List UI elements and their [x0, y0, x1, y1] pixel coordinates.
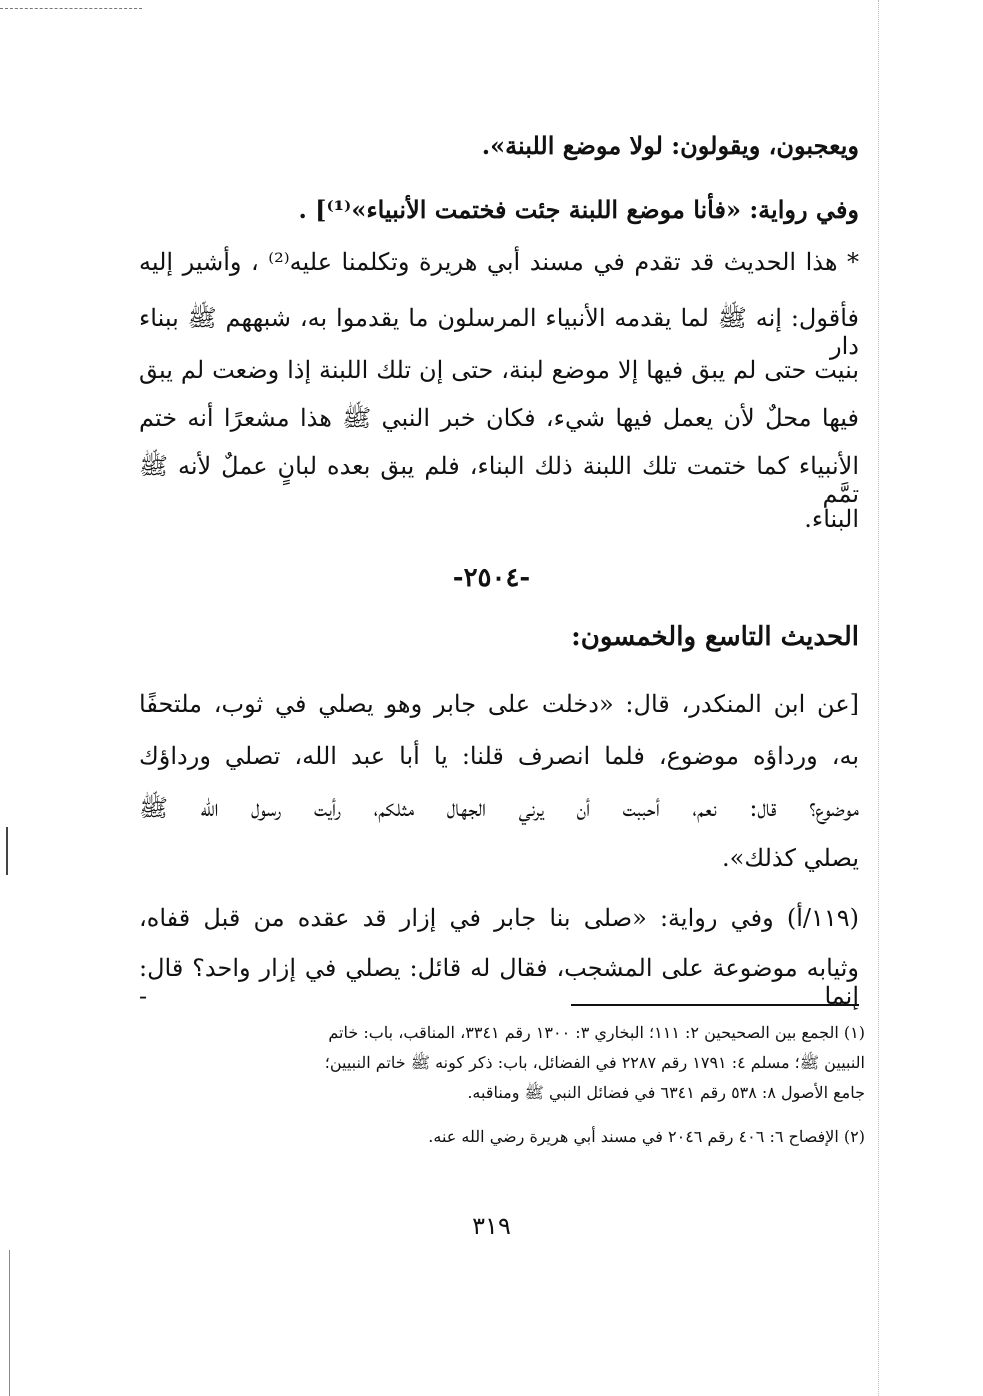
scan-artifact-mark	[9, 1250, 10, 1396]
margin-guide-line	[878, 0, 879, 1396]
scan-artifact-line	[0, 8, 142, 9]
hadith-number: -٢٥٠٤-	[452, 563, 531, 593]
commentary-line: * هذا الحديث قد تقدم في مسند أبي هريرة وتكلمنا عليه⁽²⁾ ، وأشير إليه	[139, 248, 860, 276]
scan-artifact-mark	[6, 827, 8, 875]
continuation-line: ويعجبون، ويقولون: لولا موضع اللبنة».	[481, 131, 859, 160]
footnote-line: جامع الأصول ٨: ٥٣٨ رقم ٦٣٤١ في فضائل النبي ﷺ ومناقبه.	[467, 1083, 865, 1102]
hadith-line: [عن ابن المنكدر، قال: «دخلت على جابر وهو يصلي في ثوب، ملتحفًا	[139, 690, 859, 718]
riwaya-line: وفي رواية: «فأنا موضع اللبنة جئت فختمت الأنبياء»⁽¹⁾] .	[298, 195, 859, 224]
footnote-line: (١) الجمع بين الصحيحين ٢: ١١١؛ البخاري ٣: ١٣٠٠ رقم ٣٣٤١، المناقب، باب: خاتم	[328, 1023, 865, 1042]
hadith-line: به، ورداؤه موضوع، فلما انصرف قلنا: يا أبا عبد الله، تصلي ورداؤك	[139, 742, 859, 770]
hadith-line: موضوع؟ قال: نعم، أحببت أن يرني الجهال مثلكم، رأيت رسول الله ﷺ	[139, 794, 859, 822]
commentary-line: فأقول: إنه ﷺ لما يقدمه الأنبياء المرسلون ما يقدموا به، شبههم ﷺ ببناء دار	[139, 304, 859, 360]
hadith-title: الحديث التاسع والخمسون:	[571, 622, 859, 652]
commentary-line: البناء.	[804, 505, 859, 533]
commentary-line: الأنبياء كما ختمت تلك اللبنة ذلك البناء، فلم يبق بعده لبانٍ عملٌ لأنه ﷺ تمَّم	[139, 452, 859, 508]
page-number: ٣١٩	[472, 1212, 511, 1240]
commentary-line: بنيت حتى لم يبق فيها إلا موضع لبنة، حتى إن تلك اللبنة إذا وضعت لم يبق	[139, 356, 860, 384]
commentary-line: فيها محلٌ لأن يعمل فيها شيء، فكان خبر النبي ﷺ هذا مشعرًا أنه ختم	[139, 404, 859, 432]
riwaya-line: وثيابه موضوعة على المشجب، فقال له قائل: يصلي في إزار واحد؟ قال: إنما -	[139, 954, 859, 1010]
footnote-line: (٢) الإفصاح ٦: ٤٠٦ رقم ٢٠٤٦ في مسند أبي هريرة رضي الله عنه.	[428, 1127, 865, 1146]
footnote-separator	[571, 1004, 859, 1006]
riwaya-line: (١١٩/أ) وفي رواية: «صلى بنا جابر في إزار قد عقده من قبل قفاه،	[139, 904, 859, 932]
footnote-line: النبيين ﷺ؛ مسلم ٤: ١٧٩١ رقم ٢٢٨٧ في الفضائل، باب: ذكر كونه ﷺ خاتم النبيين؛	[324, 1053, 865, 1072]
hadith-line: يصلي كذلك».	[722, 844, 859, 872]
